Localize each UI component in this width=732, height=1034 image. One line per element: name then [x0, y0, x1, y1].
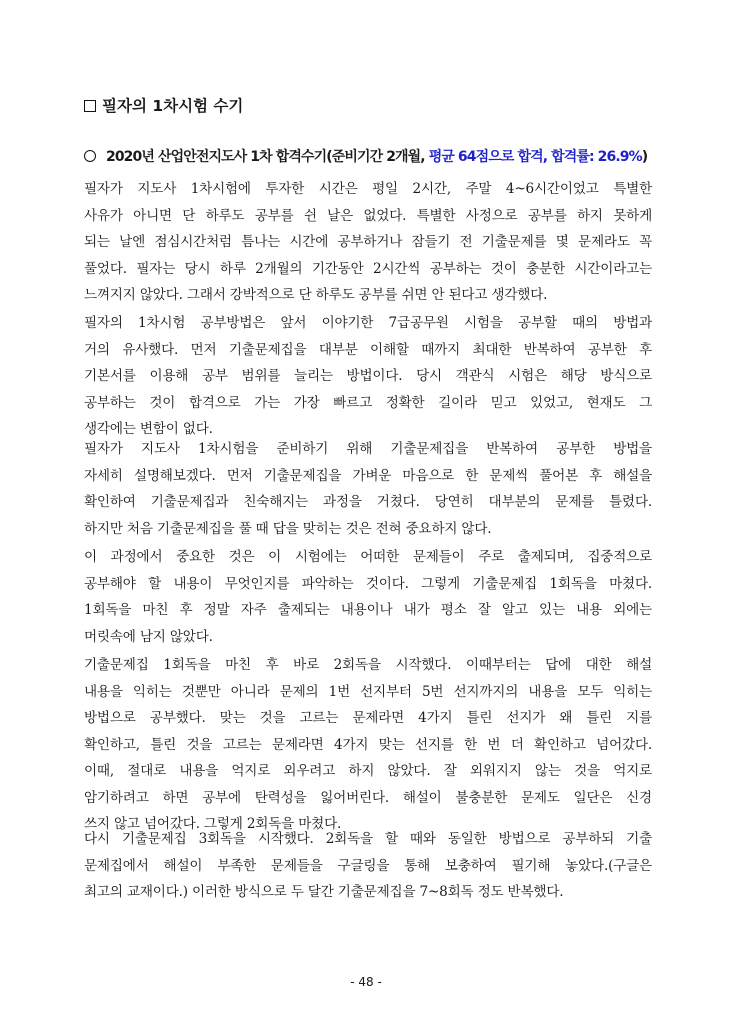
subsection-heading-highlight: 평균 64점으로 합격, 합격률: 26.9% — [428, 149, 642, 165]
paragraph-line: 자세히 설명해보겠다. 먼저 기출문제집을 가벼운 마음으로 한 문제씩 풀어본 후 해설을 — [84, 467, 652, 484]
body-paragraph — [84, 544, 652, 650]
paragraph-line: 기본서를 이용해 공부 범위를 늘리는 방법이다. 당시 객관식 시험은 해당 방식으로 — [84, 368, 652, 384]
paragraph-line: 최고의 교재이다.) 이러한 방식으로 두 달간 기출문제집을 7~8회독 정도 반복했다. — [84, 884, 564, 900]
body-paragraph — [84, 436, 652, 542]
paragraph-line: 느껴지지 않았다. 그래서 강박적으로 단 하루도 공부를 쉬면 안 된다고 생각했다. — [84, 287, 548, 303]
paragraph-line: 필자가 지도사 1차시험을 준비하기 위해 기출문제집을 반복하여 공부한 방법을 — [84, 441, 652, 457]
subsection-heading — [84, 146, 647, 166]
paragraph-line: 쓰지 않고 넘어갔다. 그렇게 2회독을 마쳤다. — [84, 816, 342, 832]
paragraph-line: 내용을 익히는 것뿐만 아니라 문제의 1번 선지부터 5번 선지까지의 내용을 모두 익히는 — [84, 683, 652, 700]
paragraph-line: 확인하고, 틀린 것을 고르는 문제라면 4가지 맞는 선지를 한 번 더 확인하고 넘어갔다. — [84, 736, 652, 753]
paragraph-line: 이때, 절대로 내용을 억지로 외우려고 하지 않았다. 잘 외워지지 않는 것을 억지로 — [84, 763, 652, 779]
subsection-heading-prefix: 2020년 산업안전지도사 1차 합격수기(준비기간 2개월, — [106, 149, 429, 165]
paragraph-line: 기출문제집 1회독을 마친 후 바로 2회독을 시작했다. 이때부터는 답에 대한 해설 — [84, 657, 652, 673]
paragraph-line: 필자의 1차시험 공부방법은 앞서 이야기한 7급공무원 시험을 공부할 때의 방법과 — [84, 315, 652, 331]
paragraph-line: 거의 유사했다. 먼저 기출문제집을 대부분 이해할 때까지 최대한 반복하여 공부한 후 — [84, 341, 652, 358]
section-heading — [84, 94, 243, 116]
paragraph-line: 암기하려고 하면 공부에 탄력성을 잃어버린다. 해설이 불충분한 문제도 일단은 신경 — [84, 789, 652, 806]
paragraph-line: 머릿속에 남지 않았다. — [84, 628, 213, 645]
page-number: - 48 - — [350, 975, 382, 989]
body-paragraph — [84, 310, 652, 443]
paragraph-line: 확인하여 기출문제집과 친숙해지는 과정을 거쳤다. 당연히 대부분의 문제를 틀렸다. — [84, 494, 652, 510]
paragraph-line: 공부하는 것이 합격으로 가는 가장 빠르고 정확한 길이라 믿고 있었고, 현재도 그 — [84, 394, 652, 411]
paragraph-line: 이 과정에서 중요한 것은 이 시험에는 어떠한 문제들이 주로 출제되며, 집중적으로 — [84, 549, 652, 565]
paragraph-line: 1회독을 마친 후 정말 자주 출제되는 내용이나 내가 평소 잘 알고 있는 내용 외에는 — [84, 602, 652, 618]
paragraph-line: 생각에는 변함이 없다. — [84, 421, 213, 437]
paragraph-line: 다시 기출문제집 3회독을 시작했다. 2회독을 할 때와 동일한 방법으로 공부하되 기출 — [84, 831, 652, 847]
paragraph-line: 방법으로 공부했다. 맞는 것을 고르는 문제라면 4가지 틀린 선지가 왜 틀린 지를 — [84, 710, 652, 726]
body-paragraph — [84, 176, 652, 309]
paragraph-line: 되는 날엔 점심시간처럼 틈나는 시간에 공부하거나 잠들기 전 기출문제를 몇 문제라도 꼭 — [84, 234, 652, 250]
paragraph-line: 사유가 아니면 단 하루도 공부를 쉰 날은 없었다. 특별한 사정으로 공부를 하지 못하게 — [84, 207, 652, 224]
subsection-heading-suffix: ) — [641, 149, 648, 165]
body-paragraph — [84, 826, 652, 906]
paragraph-line: 문제집에서 해설이 부족한 문제들을 구글링을 통해 보충하여 필기해 놓았다.(구글은 — [84, 857, 652, 874]
circle-bullet-icon — [84, 150, 96, 162]
paragraph-line: 공부해야 할 내용이 무엇인지를 파악하는 것이다. 그렇게 기출문제집 1회독을 마쳤다. — [84, 575, 652, 592]
paragraph-line: 필자가 지도사 1차시험에 투자한 시간은 평일 2시간, 주말 4~6시간이었고 특별한 — [84, 181, 652, 197]
body-paragraph — [84, 652, 652, 838]
square-bullet-icon — [84, 100, 96, 112]
section-heading-text: 필자의 1차시험 수기 — [102, 97, 244, 115]
paragraph-line: 하지만 처음 기출문제집을 풀 때 답을 맞히는 것은 전혀 중요하지 않다. — [84, 520, 492, 537]
paragraph-line: 풀었다. 필자는 당시 하루 2개월의 기간동안 2시간씩 공부하는 것이 충분한 시간이라고는 — [84, 260, 652, 277]
